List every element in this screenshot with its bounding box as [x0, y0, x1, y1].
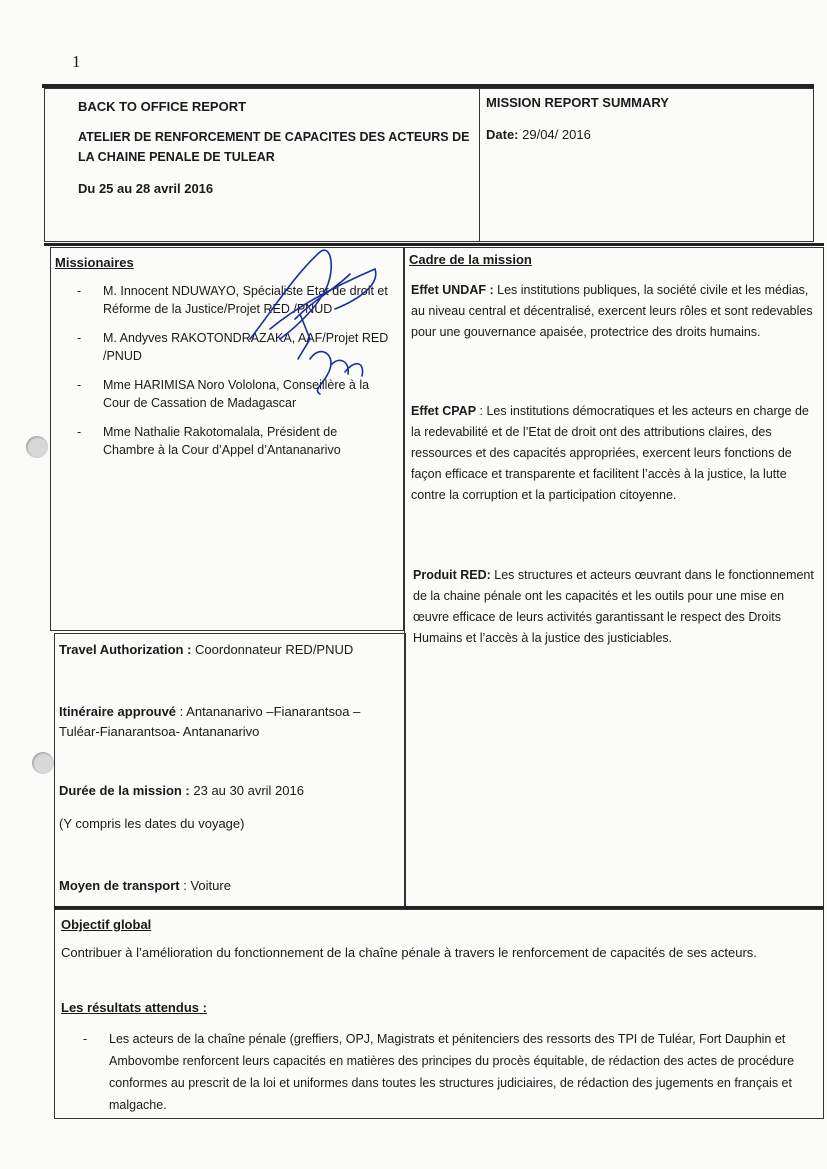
duree-mission: [59, 781, 304, 801]
middle-top-rule: [44, 243, 824, 246]
undaf-label: Effet UNDAF :: [411, 283, 494, 297]
missionaire-item: - M. Andyves RAKOTONDRAZAKA, AAF/Projet RED /PNUD: [55, 329, 389, 365]
transport-label: Moyen de transport: [59, 878, 180, 893]
mission-report-summary-title: MISSION REPORT SUMMARY: [486, 95, 669, 110]
travel-authorization: [59, 640, 399, 660]
duree-label: Durée de la mission :: [59, 783, 190, 798]
missionaires-box: [50, 247, 404, 631]
itineraire: [59, 702, 395, 742]
workshop-title: ATELIER DE RENFORCEMENT DE CAPACITES DES ACTEURS DE LA CHAINE PENALE DE TULEAR: [78, 130, 470, 164]
cpap-label: Effet CPAP: [411, 404, 477, 418]
produit-red: [413, 565, 815, 649]
red-text: Les structures et acteurs œuvrant dans le fonctionnement de la chaine pénale ont les capacités et les outils pour une mise en œuvre efficace de leurs activités garantissant le respect des Droits Humains et l’accès à la justice des justiciables.: [413, 568, 814, 645]
punch-hole: [26, 436, 48, 458]
resultat-item: - Les acteurs de la chaîne pénale (greffiers, OPJ, Magistrats et pénitenciers des ressorts des TPI de Tuléar, Fort Dauphin et Ambovombe renforcent leurs capacités en matières des principes du procès équitable, de rédaction des actes de procédure conformes au prescrit de la loi et uniformes dans toutes les structures judiciaires, de rédaction des jugements en français et malgache.: [61, 1028, 807, 1116]
objectif-box: [54, 909, 824, 1119]
resultats-heading: Les résultats attendus :: [61, 1000, 207, 1015]
moyen-transport: [59, 876, 231, 896]
report-date: [486, 125, 591, 145]
header-divider: [479, 89, 480, 241]
missionaire-item: - Mme Nathalie Rakotomalala, Président de Chambre à la Cour d’Appel d’Antananarivo: [55, 423, 389, 459]
missionaires-list: [55, 282, 389, 470]
cpap-text: : Les institutions démocratiques et les acteurs en charge de la redevabilité et de l’Etat de droit ont des attributions claires, des ressources et des capacités appropriées, exercent leurs fonctions de façon efficace et transparente et facilitent l’accès à la justice, la lutte contre la corruption et la participation citoyenne.: [411, 404, 809, 502]
transport-value: : Voiture: [179, 878, 231, 893]
header-box: [44, 88, 814, 242]
punch-hole: [32, 752, 54, 774]
missionaire-item: - Mme HARIMISA Noro Vololona, Conseillère à la Cour de Cassation de Madagascar: [55, 376, 389, 412]
date-value: 29/04/ 2016: [518, 127, 591, 142]
red-label: Produit RED:: [413, 568, 491, 582]
effet-undaf: [411, 280, 815, 343]
itineraire-value: : Antananarivo –Fianarantsoa – Tuléar-Fianarantsoa- Antananarivo: [59, 704, 361, 739]
itineraire-label: Itinéraire approuvé: [59, 704, 177, 719]
missionaires-heading: Missionaires: [55, 255, 134, 270]
missionaire-item: - M. Innocent NDUWAYO, Spécialiste Etat de droit et Réforme de la Justice/Projet RED /PNUD: [55, 282, 389, 318]
objectif-text: Contribuer à l’amélioration du fonctionnement de la chaîne pénale à travers le renforcement de capacités de ses acteurs.: [61, 945, 757, 960]
back-to-office-title: BACK TO OFFICE REPORT: [78, 99, 247, 114]
effet-cpap: [411, 401, 815, 506]
date-label: Date:: [486, 127, 519, 142]
objectif-heading: Objectif global: [61, 917, 152, 932]
duree-value: 23 au 30 avril 2016: [189, 783, 304, 798]
workshop-dates: Du 25 au 28 avril 2016: [78, 181, 214, 196]
page-number: 1: [72, 52, 81, 71]
cadre-box: [404, 247, 824, 907]
resultats-list: [61, 1028, 807, 1127]
travel-auth-label: Travel Authorization :: [59, 642, 192, 657]
undaf-text: Les institutions publiques, la société civile et les médias, au niveau central et décentralisé, exercent leurs rôles et sont redevables pour une gouvernance apaisée, protectrice des droits humains.: [411, 283, 813, 339]
cadre-heading: Cadre de la mission: [409, 252, 532, 267]
travel-auth-value: Coordonnateur RED/PNUD: [191, 642, 354, 657]
duree-note: (Y compris les dates du voyage): [59, 816, 245, 831]
travel-box: [54, 633, 406, 907]
